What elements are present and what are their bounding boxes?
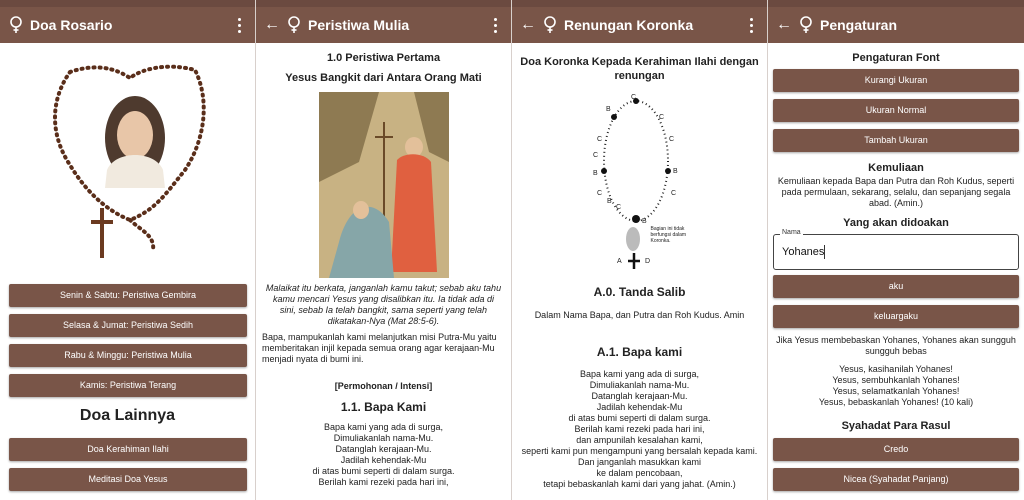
intention-label: [Permohonan / Intensi] bbox=[334, 381, 433, 391]
chaplet-heading: Doa Koronka Kepada Kerahiman Ilahi dengan renungan bbox=[520, 56, 759, 82]
app-title: Pengaturan bbox=[820, 17, 898, 33]
diagram-label: C bbox=[668, 136, 674, 143]
section-bapa-kami: A.1. Bapa kami bbox=[596, 345, 683, 359]
pray-for-self-button[interactable]: aku bbox=[773, 275, 1019, 298]
decrease-font-button[interactable]: Kurangi Ukuran bbox=[773, 69, 1019, 92]
app-bar bbox=[256, 7, 511, 43]
pray-for-family-button[interactable]: keluargaku bbox=[773, 305, 1019, 328]
diagram-label: B bbox=[605, 106, 611, 113]
rosary-image bbox=[45, 60, 215, 260]
increase-font-button[interactable]: Tambah Ukuran bbox=[773, 129, 1019, 152]
back-arrow-icon[interactable]: ← bbox=[264, 16, 280, 33]
creed-heading: Syahadat Para Rasul bbox=[841, 420, 951, 432]
app-title: Doa Rosario bbox=[30, 17, 113, 33]
text-cursor bbox=[824, 245, 825, 259]
diagram-note: Bagian ini tidak berfungsi dalam Koronka. bbox=[650, 226, 687, 244]
overflow-menu-icon[interactable] bbox=[231, 15, 247, 35]
diagram-label: C bbox=[670, 190, 676, 197]
button-peristiwa-terang[interactable]: Kamis: Peristiwa Terang bbox=[9, 374, 247, 397]
rosary-icon bbox=[798, 16, 814, 34]
diagram-label: B bbox=[606, 198, 612, 205]
button-doa-kerahiman-ilahi[interactable]: Doa Kerahiman Ilahi bbox=[9, 438, 247, 461]
app-bar bbox=[768, 7, 1024, 43]
font-settings-heading: Pengaturan Font bbox=[852, 52, 940, 64]
diagram-label: C bbox=[596, 136, 602, 143]
name-field[interactable] bbox=[773, 229, 1019, 270]
mystery-heading: 1.0 Peristiwa Pertama bbox=[326, 52, 441, 64]
app-title: Peristiwa Mulia bbox=[308, 17, 410, 33]
screen-pengaturan bbox=[768, 0, 1024, 500]
diagram-label: B bbox=[592, 170, 598, 177]
normal-font-button[interactable]: Ukuran Normal bbox=[773, 99, 1019, 122]
diagram-label: A bbox=[616, 258, 622, 265]
tanda-salib-text: Dalam Nama Bapa, dan Putra dan Roh Kudus. Amin bbox=[534, 310, 745, 320]
diagram-label: C bbox=[630, 94, 636, 101]
mystery-subheading: Yesus Bangkit dari Antara Orang Mati bbox=[285, 72, 482, 84]
glory-heading: Kemuliaan bbox=[868, 162, 924, 174]
overflow-menu-icon[interactable] bbox=[743, 15, 759, 35]
app-bar bbox=[0, 7, 255, 43]
screen-renungan-koronka bbox=[512, 0, 767, 500]
section-title-doa-lainnya: Doa Lainnya bbox=[79, 407, 176, 424]
result-intro: Jika Yesus membebaskan Yohanes, Yohanes akan sungguh sungguh bebas bbox=[776, 335, 1016, 356]
screen-peristiwa-mulia bbox=[256, 0, 511, 500]
diagram-label: C bbox=[615, 204, 621, 211]
screen-doa-rosario bbox=[0, 0, 255, 500]
mystery-reflection: Bapa, mampukanlah kami melanjutkan misi Putra-Mu yaitu memberitakan injil kepada semua orang agar kerajaan-Mu menjadi nyata di bumi ini. bbox=[262, 332, 497, 364]
status-bar bbox=[0, 0, 255, 7]
rosary-icon bbox=[286, 16, 302, 34]
app-title: Renungan Koronka bbox=[564, 17, 694, 33]
button-meditasi-doa-yesus[interactable]: Meditasi Doa Yesus bbox=[9, 468, 247, 491]
scripture-caption: Malaikat itu berkata, janganlah kamu takut; sebab aku tahu kamu mencari Yesus yang disalibkan itu. Ia tidak ada di sini, sebab Ia telah bangkit, sama seperti yang telah dikatakan-Nya (Mat 28:5-6). bbox=[265, 283, 502, 326]
diagram-label: D bbox=[644, 258, 650, 265]
name-field-label: Nama bbox=[782, 229, 801, 236]
button-peristiwa-sedih[interactable]: Selasa & Jumat: Peristiwa Sedih bbox=[9, 314, 247, 337]
credo-button[interactable]: Credo bbox=[773, 438, 1019, 461]
bapa-kami-text: Bapa kami yang ada di surga, Dimuliakanlah nama-Mu. Datanglah kerajaan-Mu. Jadilah kehendak-Mu di atas bumi seperti di dalam surga. Berilah kami rezeki pada hari ini, dan ampunilah kesalahan kami, seperti kami pun mengampuni yang bersalah kepada kami. Dan janganlah masukkan kami ke dalam pencobaan, tetapi bebaskanlah kami dari yang jahat. (Amin.) bbox=[521, 369, 758, 489]
result-prayers: Yesus, kasihanilah Yohanes! Yesus, sembuhkanlah Yohanes! Yesus, selamatkanlah Yohanes! Yesus, bebaskanlah Yohanes! (10 kali) bbox=[818, 364, 974, 407]
status-bar bbox=[512, 0, 767, 7]
resurrection-painting bbox=[319, 92, 449, 278]
status-bar bbox=[768, 0, 1024, 7]
back-arrow-icon[interactable]: ← bbox=[520, 16, 536, 33]
diagram-label: C bbox=[592, 152, 598, 159]
nicea-button[interactable]: Nicea (Syahadat Panjang) bbox=[773, 468, 1019, 491]
button-peristiwa-mulia[interactable]: Rabu & Minggu: Peristiwa Mulia bbox=[9, 344, 247, 367]
pray-for-heading: Yang akan didoakan bbox=[843, 217, 949, 229]
button-peristiwa-gembira[interactable]: Senin & Sabtu: Peristiwa Gembira bbox=[9, 284, 247, 307]
diagram-label: C bbox=[596, 190, 602, 197]
prayer-text: Bapa kami yang ada di surga, Dimuliakanlah nama-Mu. Datanglah kerajaan-Mu. Jadilah kehendak-Mu di atas bumi seperti di dalam surga. Berilah kami rezeki pada hari ini, bbox=[312, 422, 455, 487]
diagram-label: B bbox=[641, 218, 647, 225]
diagram-label: C bbox=[658, 114, 664, 121]
prayer-title: 1.1. Bapa Kami bbox=[340, 400, 427, 414]
back-arrow-icon[interactable]: ← bbox=[776, 16, 792, 33]
diagram-label: B bbox=[672, 168, 678, 175]
chaplet-diagram bbox=[581, 91, 699, 277]
status-bar bbox=[256, 0, 511, 7]
name-field-value[interactable]: Yohanes bbox=[782, 246, 825, 258]
rosary-icon bbox=[542, 16, 558, 34]
rosary-icon bbox=[8, 16, 24, 34]
app-bar bbox=[512, 7, 767, 43]
overflow-menu-icon[interactable] bbox=[487, 15, 503, 35]
glory-text: Kemuliaan kepada Bapa dan Putra dan Roh Kudus, seperti pada permulaan, sekarang, selalu, dan sepanjang segala abad. (Amin.) bbox=[777, 176, 1015, 208]
section-tanda-salib: A.0. Tanda Salib bbox=[593, 285, 686, 299]
